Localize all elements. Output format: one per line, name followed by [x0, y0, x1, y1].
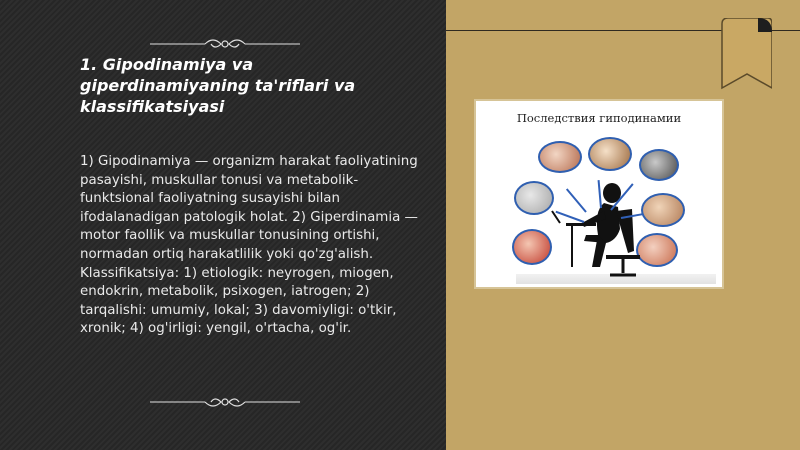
slide-body-text: 1) Gipodinamiya — organizm harakat faoliyatining pasayishi, muskullar tonusi va metabolik-funktsional faoliyatning susayishi bilan ifodalanadigan patologik holat. 2) Giperdinamia — motor faollik va muskullar tonusining ortishi, normadan ortiq harakatlilik yoki qo'zg'alish. Klassifikatsiya: 1) etiologik: neyrogen, miogen, endokrin, metabolik, psixogen, iatrogen; 2) tarqalishi: umumiy, lokal; 3) davomiyligi: o'tkir, xronik; 4) og'irligi: yengil, o'rtacha, og'ir. — [80, 154, 418, 337]
slide-title: 1. Gipodinamiya va giperdinamiyaning ta'riflari va klassifikatsiyasi — [80, 55, 356, 116]
bubble-image-2 — [588, 137, 632, 171]
sitting-person-icon — [546, 171, 666, 281]
ornament-top-icon — [150, 34, 300, 54]
bubble-image-1 — [538, 141, 582, 173]
image-caption: Последствия гиподинамии — [516, 111, 682, 125]
ornament-bottom-icon — [150, 392, 300, 412]
consequences-image — [474, 99, 724, 289]
bookmark-ribbon-icon — [718, 18, 772, 98]
